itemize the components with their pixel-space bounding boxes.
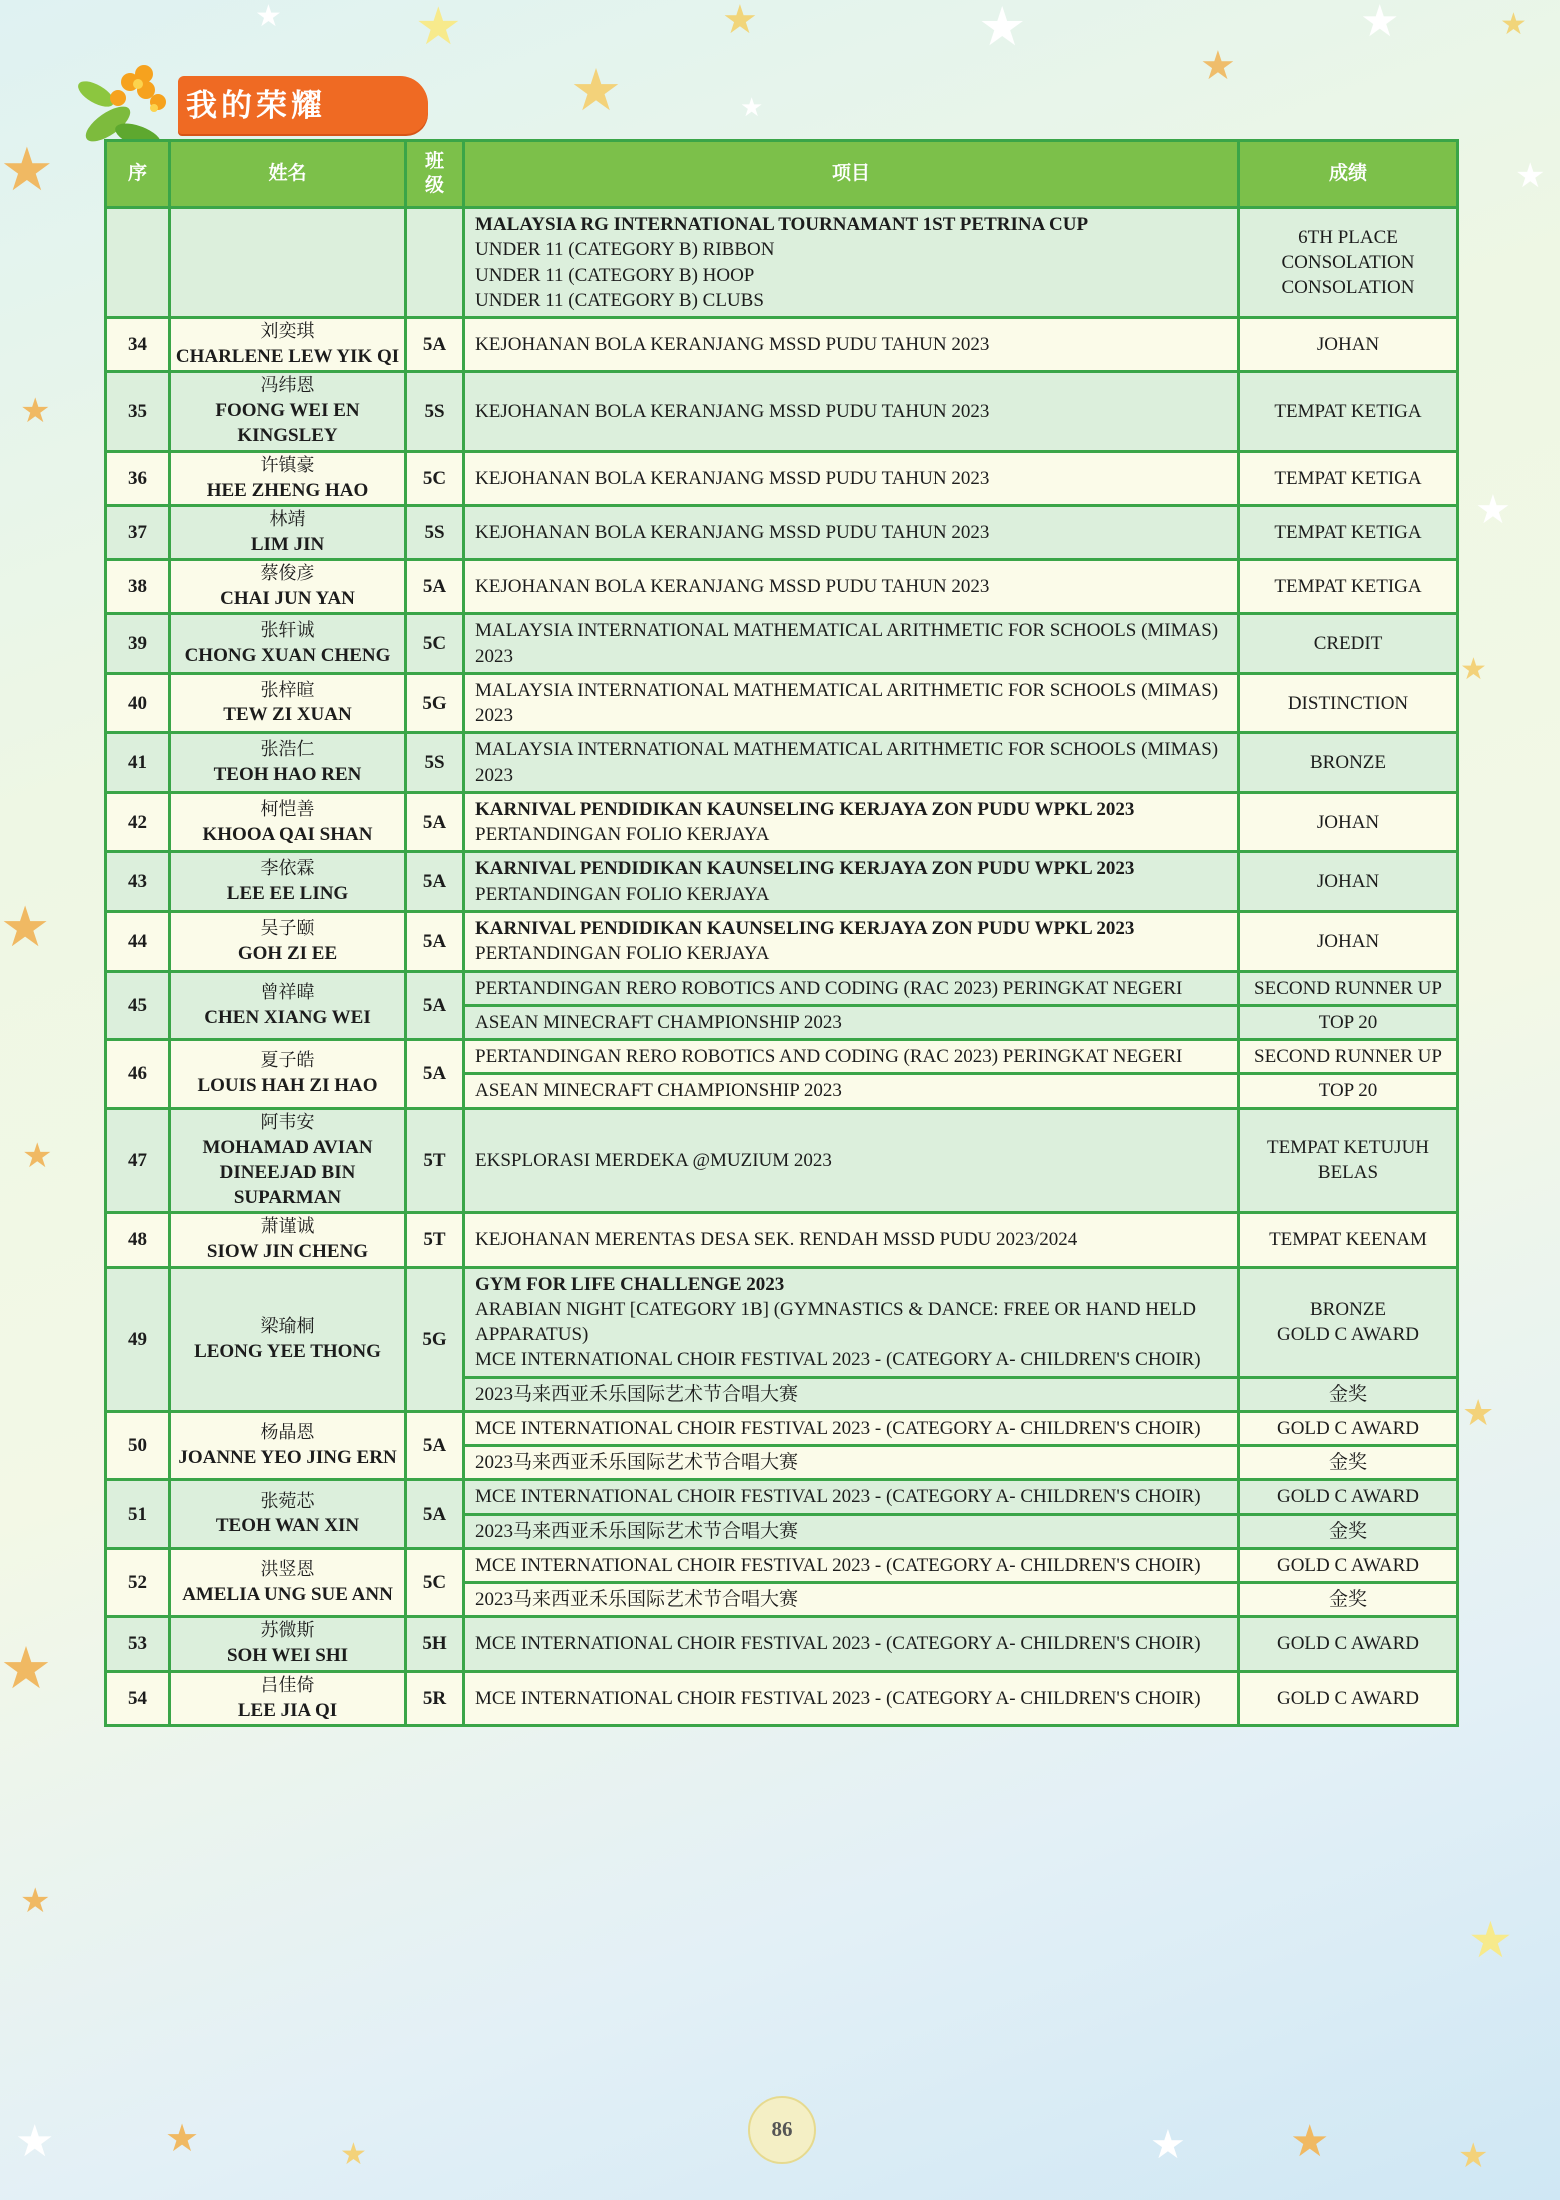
student-name-english: JOANNE YEO JING ERN — [178, 1446, 397, 1468]
cell-result — [1239, 852, 1458, 912]
result-line: JOHAN — [1316, 871, 1380, 893]
star-icon: ★ — [1462, 1393, 1495, 1433]
cell-event — [464, 733, 1239, 793]
cell-class: 5C — [406, 614, 464, 674]
star-icon: ★ — [1458, 2138, 1489, 2175]
result-line: TEMPAT KETIGA — [1274, 576, 1422, 598]
cell-result — [1239, 1671, 1458, 1725]
cell-event — [464, 1514, 1239, 1548]
cell-name — [170, 1108, 406, 1213]
cell-no: 47 — [106, 1108, 170, 1213]
student-name-chinese: 吴子颐 — [260, 917, 315, 938]
event-line: KARNIVAL PENDIDIKAN KAUNSELING KERJAYA ZON PUDU WPKL 2023 — [475, 918, 1135, 939]
cell-no — [106, 208, 170, 318]
cell-event — [464, 614, 1239, 674]
result-line: 金奖 — [1328, 1589, 1367, 1611]
star-icon: ★ — [415, 0, 462, 56]
star-icon: ★ — [1460, 653, 1487, 686]
cell-result — [1239, 1267, 1458, 1377]
event-line: PERTANDINGAN RERO ROBOTICS AND CODING (RAC 2023) PERINGKAT NEGERI — [475, 1046, 1183, 1068]
cell-name — [170, 1267, 406, 1411]
header-class-label: 班级 — [424, 150, 444, 196]
result-line: GOLD C AWARD — [1276, 1417, 1420, 1439]
result-line: TEMPAT KETUJUH BELAS — [1266, 1137, 1430, 1184]
student-name-chinese: 林靖 — [269, 508, 306, 529]
result-line: GOLD C AWARD — [1276, 1633, 1420, 1655]
student-name-chinese: 张轩诚 — [260, 620, 315, 640]
cell-result — [1239, 1514, 1458, 1548]
event-line: KARNIVAL PENDIDIKAN KAUNSELING KERJAYA ZON PUDU WPKL 2023 — [475, 858, 1135, 880]
event-line: MALAYSIA INTERNATIONAL MATHEMATICAL ARITHMETIC FOR SCHOOLS (MIMAS) 2023 — [475, 739, 1219, 786]
cell-result — [1239, 614, 1458, 674]
table-row — [106, 505, 1458, 559]
event-line: KEJOHANAN BOLA KERANJANG MSSD PUDU TAHUN 2023 — [475, 400, 990, 422]
page-number: 86 — [748, 2096, 816, 2164]
star-icon: ★ — [1468, 1912, 1513, 1968]
event-line: GYM FOR LIFE CHALLENGE 2023 — [475, 1273, 785, 1295]
table-row — [106, 733, 1458, 793]
cell-no: 46 — [106, 1040, 170, 1109]
star-icon: ★ — [0, 1636, 52, 1701]
cell-result — [1239, 1583, 1458, 1617]
student-name-chinese: 蔡俊彦 — [260, 563, 315, 584]
cell-event — [464, 1377, 1239, 1411]
cell-name — [170, 560, 406, 614]
student-name-chinese: 梁瑜桐 — [260, 1315, 315, 1336]
star-icon: ★ — [340, 2138, 367, 2171]
cell-no: 35 — [106, 372, 170, 451]
cell-event — [464, 208, 1239, 318]
cell-name — [170, 1213, 406, 1267]
cell-result — [1239, 733, 1458, 793]
event-line: 2023马来西亚禾乐国际艺术节合唱大赛 — [475, 1589, 799, 1611]
cell-event — [464, 372, 1239, 451]
event-line: MALAYSIA INTERNATIONAL MATHEMATICAL ARITHMETIC FOR SCHOOLS (MIMAS) 2023 — [475, 679, 1219, 727]
cell-no: 53 — [106, 1617, 170, 1671]
table-row — [106, 614, 1458, 674]
event-line: 2023马来西亚禾乐国际艺术节合唱大赛 — [475, 1383, 799, 1405]
star-icon: ★ — [165, 2118, 200, 2160]
cell-event — [464, 673, 1239, 733]
cell-name — [170, 451, 406, 505]
result-line: 6TH PLACE — [1298, 226, 1398, 248]
cell-result — [1239, 1108, 1458, 1213]
student-name-chinese: 张菀芯 — [260, 1490, 315, 1511]
cell-name — [170, 971, 406, 1040]
cell-class: 5A — [406, 792, 464, 852]
event-line: KEJOHANAN BOLA KERANJANG MSSD PUDU TAHUN 2023 — [475, 334, 990, 356]
cell-no: 37 — [106, 505, 170, 559]
event-line: MCE INTERNATIONAL CHOIR FESTIVAL 2023 - (CATEGORY A- CHILDREN'S CHOIR) — [475, 1633, 1201, 1655]
student-name-chinese: 夏子皓 — [260, 1050, 315, 1071]
cell-event — [464, 1583, 1239, 1617]
cell-no: 43 — [106, 852, 170, 912]
cell-no: 38 — [106, 560, 170, 614]
star-icon: ★ — [22, 1138, 53, 1175]
table-row — [106, 1108, 1458, 1213]
header-name: 姓名 — [170, 141, 406, 208]
cell-no: 54 — [106, 1671, 170, 1725]
cell-class: 5C — [406, 1548, 464, 1617]
student-name-chinese: 李依霖 — [260, 858, 315, 879]
star-icon: ★ — [1500, 8, 1527, 41]
student-name-english: LEE JIA QI — [237, 1699, 338, 1721]
table-row — [106, 1411, 1458, 1445]
student-name-english: GOH ZI EE — [237, 942, 338, 964]
star-icon: ★ — [722, 0, 758, 42]
cell-event — [464, 1108, 1239, 1213]
star-icon: ★ — [978, 0, 1027, 57]
star-icon: ★ — [20, 393, 51, 430]
cell-result — [1239, 912, 1458, 972]
cell-result — [1239, 1548, 1458, 1582]
cell-event — [464, 1411, 1239, 1445]
table-row — [106, 852, 1458, 912]
table-row — [106, 560, 1458, 614]
cell-event — [464, 1480, 1239, 1514]
result-line: GOLD C AWARD — [1276, 1554, 1420, 1576]
event-line: 2023马来西亚禾乐国际艺术节合唱大赛 — [475, 1520, 799, 1542]
cell-no: 45 — [106, 971, 170, 1040]
table-row — [106, 1040, 1458, 1074]
result-line: TOP 20 — [1318, 1080, 1378, 1102]
cell-no: 49 — [106, 1267, 170, 1411]
result-line: GOLD C AWARD — [1276, 1324, 1420, 1346]
cell-event — [464, 792, 1239, 852]
cell-class: 5A — [406, 852, 464, 912]
cell-no: 44 — [106, 912, 170, 972]
header-class — [406, 141, 464, 208]
star-icon: ★ — [20, 1883, 51, 1920]
cell-name — [170, 852, 406, 912]
cell-no: 52 — [106, 1548, 170, 1617]
student-name-english: LOUIS HAH ZI HAO — [197, 1075, 378, 1097]
event-line: PERTANDINGAN FOLIO KERJAYA — [475, 824, 770, 846]
table-row — [106, 1671, 1458, 1725]
cell-event — [464, 560, 1239, 614]
star-icon: ★ — [1200, 43, 1236, 88]
event-line: MALAYSIA RG INTERNATIONAL TOURNAMANT 1ST PETRINA CUP — [475, 214, 1089, 235]
cell-result — [1239, 451, 1458, 505]
cell-result — [1239, 560, 1458, 614]
event-line: KEJOHANAN BOLA KERANJANG MSSD PUDU TAHUN 2023 — [475, 576, 990, 598]
cell-event — [464, 1617, 1239, 1671]
student-name-chinese: 吕佳倚 — [260, 1674, 315, 1695]
cell-name — [170, 1040, 406, 1109]
student-name-english: TEW ZI XUAN — [223, 704, 352, 726]
student-name-english: CHONG XUAN CHENG — [184, 644, 391, 666]
event-line: ARABIAN NIGHT [CATEGORY 1B] (GYMNASTICS & DANCE: FREE OR HAND HELD APPARATUS) — [475, 1298, 1196, 1346]
cell-event — [464, 852, 1239, 912]
cell-result — [1239, 1480, 1458, 1514]
result-line: CREDIT — [1313, 632, 1383, 654]
result-line: BRONZE — [1310, 1298, 1386, 1320]
student-name-chinese: 冯纬恩 — [260, 375, 315, 396]
star-icon: ★ — [0, 897, 51, 959]
table-row — [106, 1267, 1458, 1377]
event-line: MCE INTERNATIONAL CHOIR FESTIVAL 2023 - (CATEGORY A- CHILDREN'S CHOIR) — [475, 1486, 1201, 1508]
star-icon: ★ — [1290, 2117, 1330, 2166]
cell-class: 5A — [406, 560, 464, 614]
star-icon: ★ — [1360, 0, 1400, 46]
table-row — [106, 318, 1458, 372]
result-line: CONSOLATION — [1281, 251, 1415, 273]
student-name-english: LIM JIN — [250, 533, 325, 555]
section-title: 我的荣耀 — [186, 88, 326, 124]
event-line: UNDER 11 (CATEGORY B) RIBBON — [475, 239, 775, 261]
cell-class: 5S — [406, 505, 464, 559]
result-line: JOHAN — [1316, 334, 1380, 356]
cell-result — [1239, 1617, 1458, 1671]
cell-event — [464, 451, 1239, 505]
cell-name — [170, 1671, 406, 1725]
event-line: ASEAN MINECRAFT CHAMPIONSHIP 2023 — [475, 1080, 842, 1102]
cell-no: 39 — [106, 614, 170, 674]
result-line: CONSOLATION — [1281, 277, 1415, 299]
cell-result — [1239, 1005, 1458, 1039]
cell-result — [1239, 971, 1458, 1005]
cell-result — [1239, 208, 1458, 318]
student-name-chinese: 许镇豪 — [260, 454, 315, 475]
result-line: SECOND RUNNER UP — [1254, 977, 1442, 999]
cell-event — [464, 1548, 1239, 1582]
cell-no: 48 — [106, 1213, 170, 1267]
result-line: GOLD C AWARD — [1276, 1687, 1420, 1709]
cell-no: 34 — [106, 318, 170, 372]
table-row — [106, 792, 1458, 852]
student-name-english: LEE EE LING — [226, 883, 349, 905]
cell-no: 50 — [106, 1411, 170, 1480]
student-name-chinese: 刘奕琪 — [260, 321, 315, 342]
event-line: ASEAN MINECRAFT CHAMPIONSHIP 2023 — [475, 1011, 842, 1033]
star-icon: ★ — [570, 58, 622, 123]
student-name-chinese: 洪竖恩 — [260, 1559, 315, 1580]
star-icon: ★ — [15, 2117, 55, 2166]
result-line: TOP 20 — [1318, 1011, 1378, 1033]
header-no: 序 — [106, 141, 170, 208]
student-name-english: FOONG WEI EN KINGSLEY — [215, 400, 360, 447]
result-line: 金奖 — [1328, 1383, 1367, 1405]
event-line: MCE INTERNATIONAL CHOIR FESTIVAL 2023 - (CATEGORY A- CHILDREN'S CHOIR) — [475, 1349, 1201, 1371]
event-line: MCE INTERNATIONAL CHOIR FESTIVAL 2023 - (CATEGORY A- CHILDREN'S CHOIR) — [475, 1554, 1201, 1576]
event-line: 2023马来西亚禾乐国际艺术节合唱大赛 — [475, 1452, 799, 1474]
cell-result — [1239, 1213, 1458, 1267]
table-row — [106, 971, 1458, 1005]
result-line: GOLD C AWARD — [1276, 1486, 1420, 1508]
result-line: 金奖 — [1328, 1520, 1367, 1542]
student-name-chinese: 张梓暄 — [260, 679, 315, 700]
student-name-english: MOHAMAD AVIAN DINEEJAD BIN SUPARMAN — [202, 1136, 373, 1209]
student-name-english: SIOW JIN CHENG — [206, 1241, 369, 1263]
header-result: 成绩 — [1239, 141, 1458, 208]
cell-class: 5A — [406, 912, 464, 972]
cell-name — [170, 318, 406, 372]
student-name-chinese: 曾祥暐 — [260, 981, 315, 1002]
cell-result — [1239, 1411, 1458, 1445]
cell-class: 5G — [406, 1267, 464, 1411]
table-row — [106, 208, 1458, 318]
table-row — [106, 1617, 1458, 1671]
student-name-english: KHOOA QAI SHAN — [202, 823, 373, 845]
student-name-english: HEE ZHENG HAO — [206, 479, 369, 501]
cell-class: 5S — [406, 372, 464, 451]
cell-event — [464, 912, 1239, 972]
cell-result — [1239, 1377, 1458, 1411]
star-icon: ★ — [1475, 487, 1511, 532]
result-line: TEMPAT KEENAM — [1269, 1229, 1427, 1251]
cell-no: 42 — [106, 792, 170, 852]
student-name-english: TEOH WAN XIN — [215, 1515, 360, 1537]
cell-name — [170, 1411, 406, 1480]
cell-name — [170, 614, 406, 674]
result-line: 金奖 — [1328, 1452, 1367, 1474]
cell-name — [170, 1480, 406, 1549]
student-name-english: LEONG YEE THONG — [194, 1340, 381, 1362]
cell-name — [170, 1617, 406, 1671]
cell-name — [170, 673, 406, 733]
star-icon: ★ — [255, 0, 282, 33]
student-name-chinese: 阿韦安 — [260, 1111, 315, 1132]
event-line: UNDER 11 (CATEGORY B) CLUBS — [475, 289, 764, 311]
cell-name — [170, 1548, 406, 1617]
table-row — [106, 1480, 1458, 1514]
cell-name — [170, 733, 406, 793]
table-row — [106, 912, 1458, 972]
table-row — [106, 673, 1458, 733]
cell-event — [464, 505, 1239, 559]
cell-name — [170, 208, 406, 318]
cell-name — [170, 372, 406, 451]
cell-result — [1239, 1074, 1458, 1108]
cell-event — [464, 971, 1239, 1005]
cell-result — [1239, 505, 1458, 559]
cell-class: 5A — [406, 1411, 464, 1480]
table-row — [106, 372, 1458, 451]
event-line: EKSPLORASI MERDEKA @MUZIUM 2023 — [475, 1149, 832, 1171]
result-line: TEMPAT KETIGA — [1274, 467, 1422, 489]
cell-class: 5T — [406, 1213, 464, 1267]
honors-table — [104, 139, 1459, 1727]
cell-class: 5A — [406, 1480, 464, 1549]
result-line: TEMPAT KETIGA — [1274, 521, 1422, 543]
event-line: UNDER 11 (CATEGORY B) HOOP — [475, 264, 755, 286]
event-line: PERTANDINGAN FOLIO KERJAYA — [475, 883, 770, 905]
star-icon: ★ — [0, 137, 54, 203]
table-row — [106, 451, 1458, 505]
cell-class: 5A — [406, 318, 464, 372]
student-name-chinese: 杨晶恩 — [260, 1422, 315, 1443]
result-line: TEMPAT KETIGA — [1274, 400, 1422, 422]
result-line: BRONZE — [1310, 752, 1386, 774]
student-name-english: TEOH HAO REN — [213, 764, 362, 785]
cell-result — [1239, 792, 1458, 852]
cell-class: 5H — [406, 1617, 464, 1671]
student-name-chinese: 张浩仁 — [260, 739, 315, 760]
cell-no: 40 — [106, 673, 170, 733]
result-line: JOHAN — [1316, 930, 1380, 952]
cell-no: 36 — [106, 451, 170, 505]
result-line: JOHAN — [1316, 811, 1380, 833]
cell-class — [406, 208, 464, 318]
star-icon: ★ — [1150, 2122, 1186, 2167]
student-name-chinese: 柯恺善 — [260, 798, 315, 819]
cell-name — [170, 505, 406, 559]
event-line: MCE INTERNATIONAL CHOIR FESTIVAL 2023 - (CATEGORY A- CHILDREN'S CHOIR) — [475, 1687, 1201, 1709]
star-icon: ★ — [740, 93, 764, 122]
cell-event — [464, 1040, 1239, 1074]
student-name-english: CHAI JUN YAN — [220, 588, 355, 610]
header-event: 项目 — [464, 141, 1239, 208]
student-name-chinese: 萧谨诚 — [260, 1216, 315, 1237]
cell-result — [1239, 1446, 1458, 1480]
cell-class: 5A — [406, 1040, 464, 1109]
event-line: PERTANDINGAN RERO ROBOTICS AND CODING (RAC 2023) PERINGKAT NEGERI — [475, 977, 1183, 999]
cell-event — [464, 1213, 1239, 1267]
cell-no: 51 — [106, 1480, 170, 1549]
result-line: DISTINCTION — [1287, 692, 1409, 714]
event-line: KARNIVAL PENDIDIKAN KAUNSELING KERJAYA ZON PUDU WPKL 2023 — [475, 798, 1135, 820]
cell-result — [1239, 1040, 1458, 1074]
table-row — [106, 1213, 1458, 1267]
event-line: MCE INTERNATIONAL CHOIR FESTIVAL 2023 - (CATEGORY A- CHILDREN'S CHOIR) — [475, 1417, 1201, 1439]
cell-class: 5T — [406, 1108, 464, 1213]
cell-class: 5C — [406, 451, 464, 505]
cell-result — [1239, 673, 1458, 733]
cell-event — [464, 1446, 1239, 1480]
cell-result — [1239, 318, 1458, 372]
cell-result — [1239, 372, 1458, 451]
cell-event — [464, 1267, 1239, 1377]
event-line: MALAYSIA INTERNATIONAL MATHEMATICAL ARITHMETIC FOR SCHOOLS (MIMAS) 2023 — [475, 620, 1219, 667]
student-name-english: CHARLENE LEW YIK QI — [175, 346, 400, 367]
event-line: KEJOHANAN MERENTAS DESA SEK. RENDAH MSSD PUDU 2023/2024 — [475, 1229, 1078, 1251]
cell-no: 41 — [106, 733, 170, 793]
cell-event — [464, 318, 1239, 372]
student-name-english: CHEN XIANG WEI — [204, 1006, 371, 1028]
table-body — [106, 208, 1458, 1726]
cell-event — [464, 1074, 1239, 1108]
cell-class: 5S — [406, 733, 464, 793]
cell-class: 5A — [406, 971, 464, 1040]
student-name-english: AMELIA UNG SUE ANN — [182, 1584, 393, 1606]
cell-class: 5G — [406, 673, 464, 733]
cell-event — [464, 1005, 1239, 1039]
student-name-english: SOH WEI SHI — [226, 1645, 349, 1667]
event-line: PERTANDINGAN FOLIO KERJAYA — [475, 943, 770, 965]
event-line: KEJOHANAN BOLA KERANJANG MSSD PUDU TAHUN 2023 — [475, 521, 990, 543]
cell-event — [464, 1671, 1239, 1725]
table-row — [106, 1548, 1458, 1582]
result-line: SECOND RUNNER UP — [1254, 1046, 1442, 1068]
table-header-row — [106, 141, 1458, 208]
event-line: KEJOHANAN BOLA KERANJANG MSSD PUDU TAHUN 2023 — [475, 467, 990, 489]
cell-name — [170, 792, 406, 852]
star-icon: ★ — [1515, 158, 1546, 195]
student-name-chinese: 苏微斯 — [260, 1620, 315, 1641]
cell-class: 5R — [406, 1671, 464, 1725]
cell-name — [170, 912, 406, 972]
